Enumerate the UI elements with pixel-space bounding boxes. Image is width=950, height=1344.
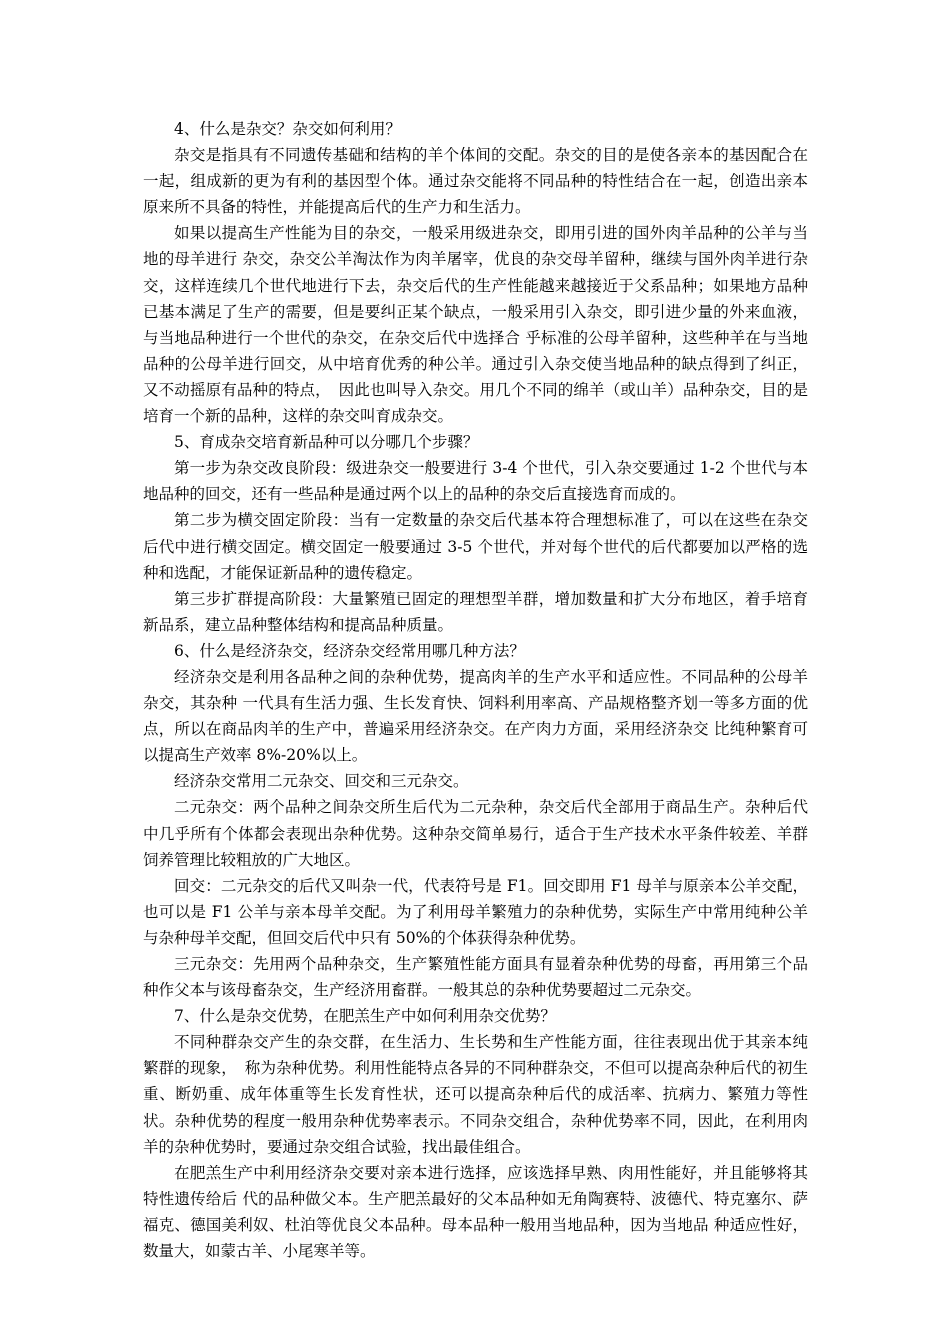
document-body (143, 116, 808, 1264)
question-heading-6: 6、什么是经济杂交，经济杂交经常用哪几种方法？ (174, 641, 525, 660)
paragraph: 第三步扩群提高阶段：大量繁殖已固定的理想型羊群，增加数量和扩大分布地区，着手培育新品系，建立品种整体结构和提高品种质量。 (143, 589, 808, 634)
question-heading-7: 7、什么是杂交优势，在肥羔生产中如何利用杂交优势？ (174, 1007, 556, 1026)
paragraph: 杂交是指具有不同遗传基础和结构的羊个体间的交配。杂交的目的是使各亲本的基因配合在一起，组成新的更为有利的基因型个体。通过杂交能将不同品种的特性结合在一起，创造出亲本原来所不具备的特性，并能提高后代的生产力和生活力。 (143, 146, 808, 217)
question-heading-5: 5、育成杂交培育新品种可以分哪几个步骤？ (174, 433, 479, 452)
paragraph: 二元杂交：两个品种之间杂交所生后代为二元杂种，杂交后代全部用于商品生产。杂种后代中几乎所有个体都会表现出杂种优势。这种杂交简单易行，适合于生产技术水平条件较差、羊群饲养管理比较粗放的广大地区。 (143, 798, 808, 869)
paragraph: 经济杂交是利用各品种之间的杂种优势，提高肉羊的生产水平和适应性。不同品种的公母羊杂交，其杂种 一代具有生活力强、生长发育快、饲料利用率高、产品规格整齐划一等多方面的优点，所以在商品肉羊的生产中，普遍采用经济杂交。在产肉力方面，采用经济杂交 比纯种繁育可以提高生产效率 8%-20%以上。 (143, 667, 808, 765)
paragraph: 回交：二元杂交的后代又叫杂一代，代表符号是 F1。回交即用 F1 母羊与原亲本公羊交配，也可以是 F1 公羊与亲本母羊交配。为了利用母羊繁殖力的杂种优势，实际生产中常用纯种公羊与杂种母羊交配，但回交后代中只有 50%的个体获得杂种优势。 (143, 876, 808, 947)
paragraph: 三元杂交：先用两个品种杂交，生产繁殖性能方面具有显着杂种优势的母畜，再用第三个品种作父本与该母畜杂交，生产经济用畜群。一般其总的杂种优势要超过二元杂交。 (143, 955, 808, 1000)
paragraph: 第一步为杂交改良阶段：级进杂交一般要进行 3-4 个世代，引入杂交要通过 1-2 个世代与本地品种的回交，还有一些品种是通过两个以上的品种的杂交后直接选育而成的。 (143, 459, 808, 504)
question-heading-4: 4、什么是杂交？杂交如何利用？ (174, 120, 401, 138)
paragraph: 如果以提高生产性能为目的杂交，一般采用级进杂交，即用引进的国外肉羊品种的公羊与当地的母羊进行 杂交，杂交公羊淘汰作为肉羊屠宰，优良的杂交母羊留种，继续与国外肉羊进行杂交，这样连续几个世代地进行下去，杂交后代的生产性能越来越接近于父系品种；如果地方品种已基本满足了生产的需要，但是要纠正某个缺点，一般采用引入杂交，即引进少量的外来血液，与当地品种进行一个世代的杂交，在杂交后代中选择合 乎标准的公母羊留种，这些种羊在与当地品种的公母羊进行回交，从中培育优秀的种公羊。通过引入杂交使当地品种的缺点得到了纠正，又不动摇原有品种的特点， 因此也叫导入杂交。用几个不同的绵羊（或山羊）品种杂交，目的是培育一个新的品种，这样的杂交叫育成杂交。 (143, 224, 808, 426)
paragraph: 经济杂交常用二元杂交、回交和三元杂交。 (174, 772, 469, 791)
paragraph: 不同种群杂交产生的杂交群，在生活力、生长势和生产性能方面，往往表现出优于其亲本纯繁群的现象， 称为杂种优势。利用性能特点各异的不同种群杂交，不但可以提高杂种后代的初生重、断奶重、成年体重等生长发育性状，还可以提高杂种后代的成活率、抗病力、繁殖力等性状。杂种优势的程度一般用杂种优势率表示。不同杂交组合，杂种优势率不同，因此，在利用肉羊的杂种优势时，要通过杂交组合试验，找出最佳组合。 (143, 1033, 808, 1156)
paragraph: 第二步为横交固定阶段：当有一定数量的杂交后代基本符合理想标准了，可以在这些在杂交后代中进行横交固定。横交固定一般要通过 3-5 个世代，并对每个世代的后代都要加以严格的选种和选配，才能保证新品种的遗传稳定。 (143, 511, 808, 582)
paragraph: 在肥羔生产中利用经济杂交要对亲本进行选择，应该选择早熟、肉用性能好，并且能够将其特性遗传给后 代的品种做父本。生产肥羔最好的父本品种如无角陶赛特、波德代、特克塞尔、萨福克、德国美利奴、杜泊等优良父本品种。母本品种一般用当地品种，因为当地品 种适应性好，数量大，如蒙古羊、小尾寒羊等。 (143, 1163, 808, 1261)
